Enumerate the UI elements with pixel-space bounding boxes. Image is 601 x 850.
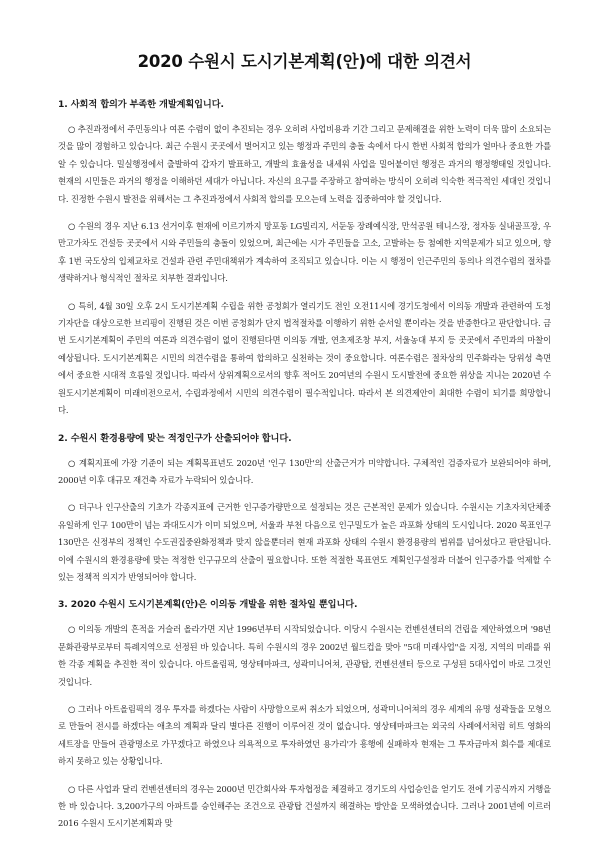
document-title: 2020 수원시 도시기본계획(안)에 대한 의견서 xyxy=(137,52,472,71)
paragraph: ○ 그러나 아트올림픽의 경우 투자를 하겠다는 사람이 사망함으로써 취소가 되었으며, 성곽미니어쳐의 경우 세계의 유명 성곽들을 모형으로 만들어 전시를 하겠다는 애초의 계획과 달리 별다른 진행이 이루어진 것이 없습니다. 영상테마파크는 외국의 사례에서처럼 히트 영화의 세트장을 만들어 관광명소로 가꾸겠다고 하였으나 의욕적으로 투자하였던 용가리'가 흥행에 실패하자 현재는 그 투자금마저 회수를 제대로 하지 못하고 있는 상황입니다. xyxy=(58,703,551,767)
section-heading: 3. 2020 수원시 도시기본계획(안)은 이의동 개발을 위한 절차일 뿐입니다. xyxy=(58,599,358,611)
paragraph: ○ 추진과정에서 주민동의나 여론 수렴이 없이 추진되는 경우 오히려 사업비용과 기간 그리고 문제해결을 위한 노력이 더욱 많이 소요되는 것을 많이 경험하고 있습니다. 최근 수원시 곳곳에서 벌어지고 있는 행정과 주민의 충돌 속에서 다시 한번 사회적 합의가 얼마나 중요한 가를 알 수 있습니다. 밀실행정에서 출발하여 갑자기 발표하고, 개발의 효율성을 내세워 사업을 밀어붙이던 행정은 과거의 행정행태일 것입니다. 현재의 시민들은 과거의 행정을 이해하던 세대가 아닙니다. 자신의 요구를 주장하고 참여하는 방식이 오히려 익숙한 적극적인 세대인 것입니다. 진정한 수원시 발전을 위해서는 그 추진과정에서 사회적 합의를 모으는데 노력을 집중하여야 할 것입니다. xyxy=(58,124,551,204)
paragraph: ○ 이의동 개발의 흔적을 거슬러 올라가면 지난 1996년부터 시작되었습니다. 이당시 수원시는 컨벤션센터의 건립을 제안하였으며 '98년 문화관광부로부터 특례지역으로 선정된 바 있습니다. 특히 수원시의 경우 2002년 월드컵을 맞아 "5대 미래사업"을 지정, 지역의 미래를 위한 각종 계획을 추진한 적이 있습니다. 아트올림픽, 영상테마파크, 성곽미니어쳐, 관광탑, 컨벤션센터 등으로 구성된 5대사업이 바로 그것인 것입니다. xyxy=(58,624,551,687)
section-heading: 2. 수원시 환경용량에 맞는 적정인구가 산출되어야 합니다. xyxy=(58,432,292,444)
section-heading: 1. 사회적 합의가 부족한 개발계획입니다. xyxy=(58,99,224,110)
paragraph: ○ 특히, 4월 30일 오후 2시 도시기본계획 수립을 위한 공청회가 열리기도 전인 오전11시에 경기도청에서 이의동 개발과 관련하여 도청 기자단을 대상으로한 브리핑이 진행된 것은 이번 공청회가 단지 법적절차를 이행하기 위한 순서일 뿐이라는 것을 반증한다고 판단합니다. 금번 도시기본계획이 주민의 여론과 의견수렴이 없이 진행된다면 이의동 개발, 연초제조창 부지, 서울농대 부지 등 곳곳에서 주민과의 마찰이 예상됩니다. 도시기본계획은 시민의 의견수렴을 통하여 합의하고 실천하는 것이 중요합니다. 여론수렴은 절차상의 민주화라는 당위성 측면에서 중요한 시대적 흐름일 것입니다. 따라서 상위계획으로서의 향후 적어도 20여년의 수원시 도시발전에 중요한 위상을 지니는 2020년 수원도시기본계획이 미래비전으로서, 수립과정에서 시민의 의견수렴이 필수적입니다. 따라서 본 의견제안이 최대한 수렴이 되기를 희망합니다. xyxy=(58,300,551,416)
paragraph: ○ 수원의 경우 지난 6.13 선거이후 현재에 이르기까지 망포동 LG빌리지, 서둔동 장례예식장, 만석공원 테니스장, 정자동 실내골프장, 우만고가차도 건설등 곳곳에서 시와 주민들의 충돌이 있었으며, 최근에는 시가 주민들을 고소, 고발하는 등 첨예한 지역문제가 되고 있으며, 향후 1번 국도상의 입체교차로 건설과 관련 주민대책위가 계속하여 조직되고 있습니다. 이는 시 행정이 인근주민의 동의나 의견수렴의 절차를 생략하거나 형식적인 절차로 치부한 결과입니다. xyxy=(58,221,551,284)
paragraph: ○ 더구나 인구산출의 기초가 각종지표에 근거한 인구증가량만으로 설정되는 것은 근본적인 문제가 있습니다. 수원시는 기초자치단체중 유일하게 인구 100만이 넘는 과대도시가 이미 되었으며, 서울과 부천 다음으로 인구밀도가 높은 과포화 상태의 도시입니다. 2020 목표인구 130만은 신정부의 정책인 수도권집중완화정책과 맞지 않을뿐더러 현재 과포화 상태의 수원시 환경용량의 범위를 넘어섰다고 판단됩니다. 이에 수원시의 환경용량에 맞는 적정한 인구규모의 산출이 필요합니다. 또한 적절한 목표연도 계획인구설정과 더불어 인구증가를 억제할 수 있는 정책적 의지가 반영되어야 합니다. xyxy=(58,502,551,582)
paragraph: ○ 다른 사업과 달리 컨벤션센터의 경우는 2000년 민간회사와 투자협정을 체결하고 경기도의 사업승인을 얻기도 전에 기공식까지 거행을 한 바 있습니다. 3,200가구의 아파트를 승인해주는 조건으로 관광탑 건설까지 해결하는 방안을 모색하였습니다. 그러나 2001년에 이르러 2016 수원시 도시기본계획과 맞 xyxy=(58,783,551,829)
section-1 xyxy=(58,96,551,420)
section-2 xyxy=(58,430,551,587)
section-3 xyxy=(58,596,551,832)
paragraph: ○ 계획지표에 가장 기준이 되는 계획목표년도 2020년 '인구 130만'의 산출근거가 미약합니다. 구체적인 검증자료가 보완되어야 하며, 2000년 이후 대규모 재건축 자료가 누락되어 있습니다. xyxy=(58,457,551,485)
